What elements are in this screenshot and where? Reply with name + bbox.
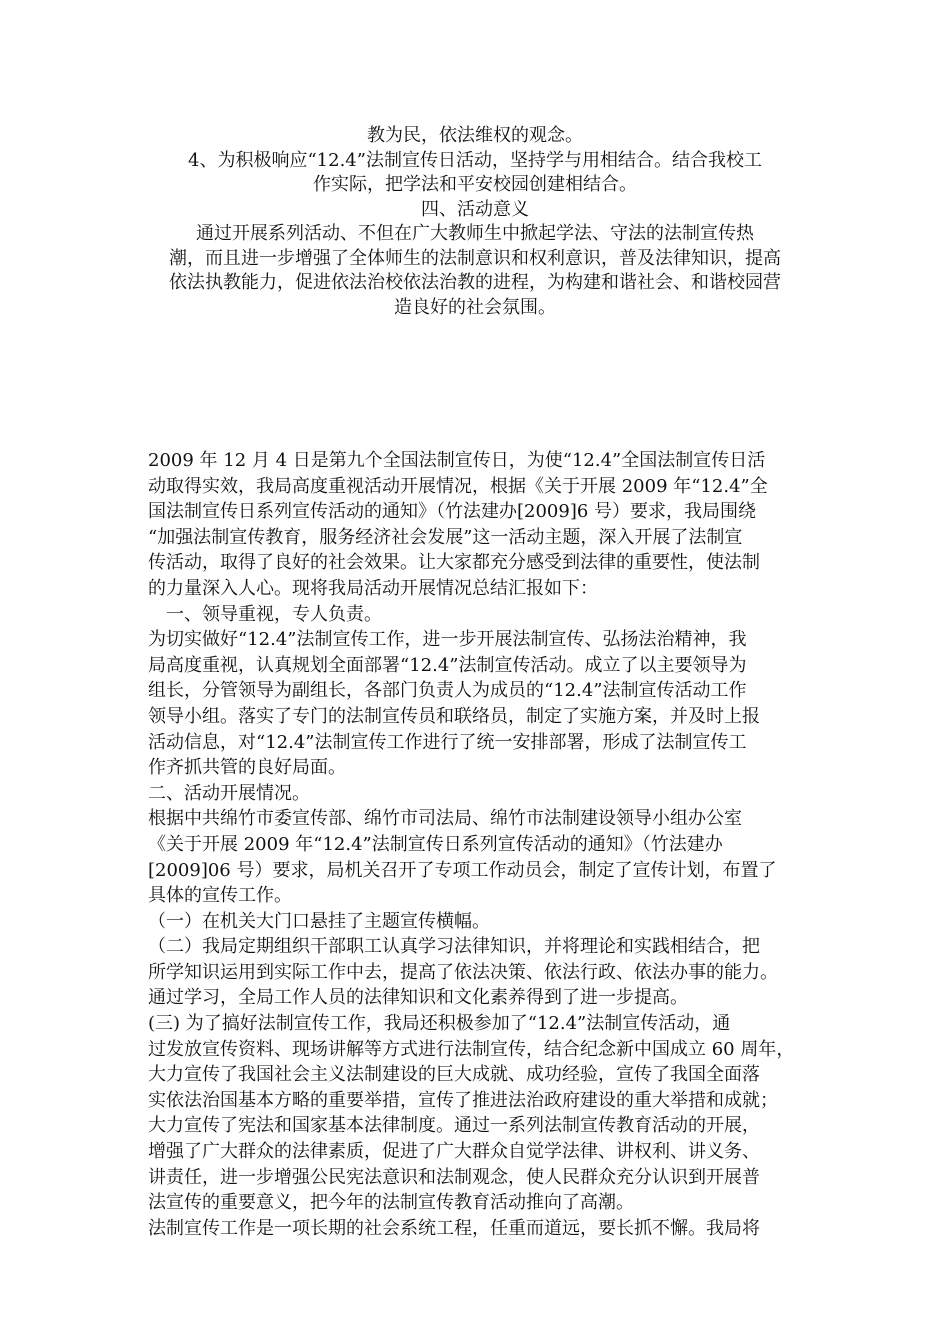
text-line: 大力宣传了我国社会主义法制建设的巨大成就、成功经验，宣传了我国全面落	[148, 1064, 760, 1086]
list-item: (三) 为了搞好法制宣传工作，我局还积极参加了“12.4”法制宣传活动，通	[148, 1013, 731, 1035]
section-heading: 四、活动意义	[421, 198, 529, 220]
text-line: 的力量深入人心。现将我局活动开展情况总结汇报如下：	[148, 577, 598, 599]
text-line: 潮，而且进一步增强了全体师生的法制意识和权利意识，普及法律知识，提高	[169, 247, 781, 269]
text-line: 局高度重视，认真规划全面部署“12.4”法制宣传活动。成立了以主要领导为	[148, 654, 747, 676]
section-heading: 二、活动开展情况。	[148, 782, 310, 804]
text-line: “加强法制宣传教育，服务经济社会发展”这一活动主题，深入开展了法制宣	[148, 526, 743, 548]
text-line: 法宣传的重要意义，把今年的法制宣传教育活动推向了高潮。	[148, 1192, 634, 1214]
text-line: 法制宣传工作是一项长期的社会系统工程，任重而道远，要长抓不懈。我局将	[148, 1217, 760, 1239]
text-line: 为切实做好“12.4”法制宣传工作，进一步开展法制宣传、弘扬法治精神，我	[148, 629, 747, 651]
activity-plan-excerpt	[148, 124, 802, 320]
text-line: 《关于开展 2009 年“12.4”法制宣传日系列宣传活动的通知》（竹法建办	[148, 833, 723, 855]
text-line: 教为民，依法维权的观念。	[367, 125, 583, 146]
text-line: 造良好的社会氛围。	[394, 296, 556, 318]
text-line: 根据中共绵竹市委宣传部、绵竹市司法局、绵竹市法制建设领导小组办公室	[148, 808, 742, 830]
text-line: 作齐抓共管的良好局面。	[148, 757, 346, 779]
text-line: [2009]06 号）要求，局机关召开了专项工作动员会，制定了宣传计划，布置了	[148, 859, 777, 881]
text-line: 增强了广大群众的法律素质，促进了广大群众自觉学法律、讲权利、讲义务、	[148, 1141, 760, 1163]
text-line: 传活动，取得了良好的社会效果。让大家都充分感受到法律的重要性，使法制	[148, 552, 760, 574]
text-line: 讲责任，进一步增强公民宪法意识和法制观念，使人民群众充分认识到开展普	[148, 1166, 760, 1188]
text-line: 通过开展系列活动、不但在广大教师生中掀起学法、守法的法制宣传热	[196, 223, 754, 244]
activity-summary-report	[148, 448, 808, 1241]
text-line: 2009 年 12 月 4 日是第九个全国法制宣传日，为使“12.4”全国法制宣传日活	[148, 450, 766, 471]
text-line: 过发放宣传资料、现场讲解等方式进行法制宣传，结合纪念新中国成立 60 周年，	[148, 1038, 795, 1060]
text-line: 大力宣传了宪法和国家基本法律制度。通过一系列法制宣传教育活动的开展，	[148, 1115, 760, 1137]
text-line: 组长，分管领导为副组长，各部门负责人为成员的“12.4”法制宣传活动工作	[148, 680, 747, 702]
text-line: 活动信息，对“12.4”法制宣传工作进行了统一安排部署，形成了法制宣传工	[148, 731, 747, 753]
text-line: 领导小组。落实了专门的法制宣传员和联络员，制定了实施方案，并及时上报	[148, 705, 760, 727]
text-line: 国法制宣传日系列宣传活动的通知》（竹法建办[2009]6 号）要求，我局围绕	[148, 501, 757, 523]
text-line: 作实际，把学法和平安校园创建相结合。	[313, 174, 637, 195]
list-item: （一）在机关大门口悬挂了主题宣传横幅。	[148, 910, 490, 932]
list-item: （二）我局定期组织干部职工认真学习法律知识，并将理论和实践相结合，把	[148, 936, 760, 958]
section-heading: 一、领导重视，专人负责。	[148, 603, 382, 625]
text-line: 动取得实效，我局高度重视活动开展情况，根据《关于开展 2009 年“12.4”全	[148, 475, 768, 497]
text-line: 通过学习，全局工作人员的法律知识和文化素养得到了进一步提高。	[148, 987, 688, 1009]
text-line: 4、为积极响应“12.4”法制宣传日活动，坚持学与用相结合。结合我校工	[188, 149, 762, 171]
text-line: 具体的宣传工作。	[148, 885, 292, 907]
text-line: 所学知识运用到实际工作中去，提高了依法决策、依法行政、依法办事的能力。	[148, 961, 778, 983]
text-line: 依法执教能力，促进依法治校依法治教的进程，为构建和谐社会、和谐校园营	[169, 272, 781, 293]
text-line: 实依法治国基本方略的重要举措，宣传了推进法治政府建设的重大举措和成就；	[148, 1089, 778, 1111]
